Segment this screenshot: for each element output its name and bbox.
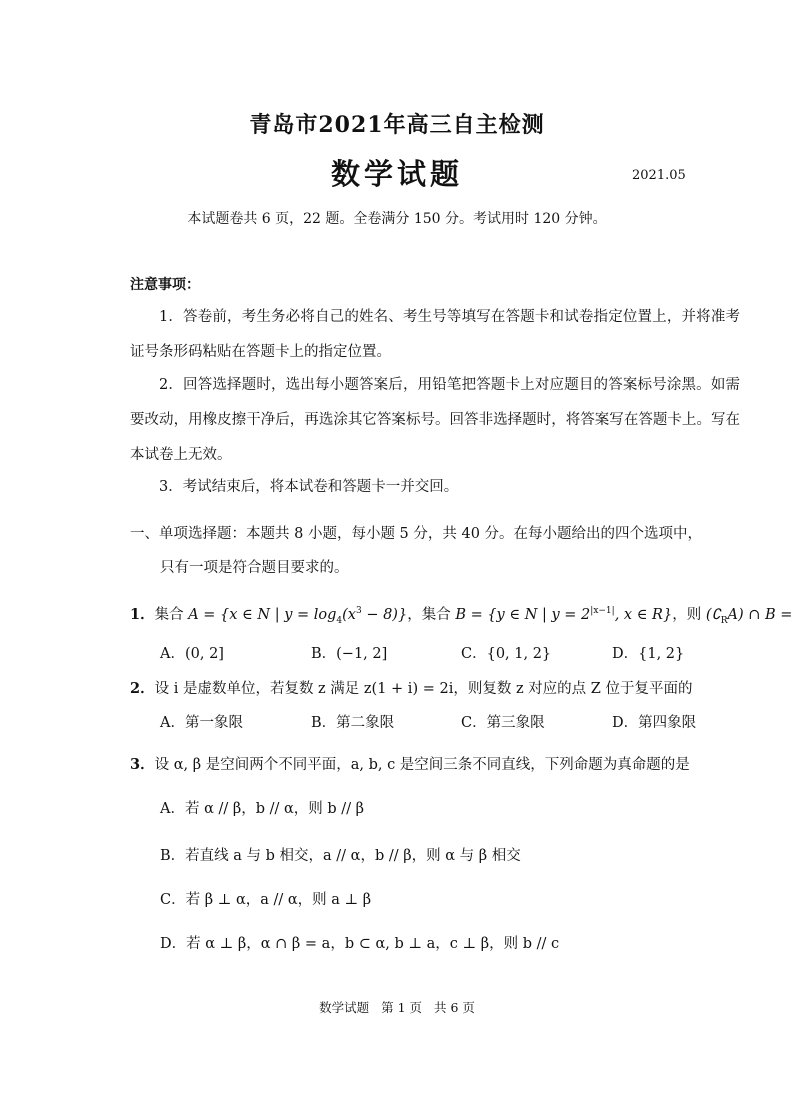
footer-page-number: 第 1 页 <box>381 1000 422 1015</box>
option-a: A．第一象限 <box>160 715 243 731</box>
question-text: ，集合 <box>407 607 456 623</box>
math-subscript: R <box>720 615 728 626</box>
option-c: C．第三象限 <box>461 715 545 731</box>
exam-title-line1: 青岛市2021年高三自主检测 <box>249 112 545 138</box>
math-superscript: |x−1| <box>590 606 615 617</box>
question-number: 3． <box>130 756 155 773</box>
option-d: D．第四象限 <box>612 715 697 731</box>
notice-heading: 注意事项： <box>130 277 200 293</box>
math-expr: A = {x ∈ N | y = log <box>188 607 337 623</box>
option-a: A．(0, 2] <box>160 646 224 662</box>
math-set-a <box>188 606 408 626</box>
option-b: B．若直线 a 与 b 相交，a // α，b // β，则 α 与 β 相交 <box>160 848 521 864</box>
option-c: C．{0, 1, 2} <box>461 646 552 662</box>
exam-date: 2021.05 <box>632 168 686 183</box>
question-2 <box>130 677 692 698</box>
option-d: D．若 α ⊥ β，α ∩ β = a，b ⊂ α, b ⊥ a，c ⊥ β，则 b // c <box>160 936 560 952</box>
math-result-expr <box>705 607 793 626</box>
math-expr: (x <box>342 607 356 623</box>
math-subscript: 4 <box>336 615 343 626</box>
question-number: 1． <box>130 606 155 623</box>
math-expr: , x ∈ R} <box>614 607 673 623</box>
option-c: C．若 β ⊥ α，a // α，则 a ⊥ β <box>160 892 372 908</box>
question-text: 集合 <box>154 607 189 623</box>
exam-intro: 本试题卷共 6 页，22 题。全卷满分 150 分。考试用时 120 分钟。 <box>187 211 607 227</box>
footer-total-pages: 共 6 页 <box>434 1000 475 1015</box>
notice-item-3: 3．考试结束后，将本试卷和答题卡一并交回。 <box>159 479 459 495</box>
exam-title-subject: 数学试题 <box>330 157 463 191</box>
math-expr: (∁ <box>705 607 721 623</box>
page-footer <box>0 998 794 1016</box>
question-1 <box>130 603 792 626</box>
math-expr: − 8)} <box>361 607 408 623</box>
question-text: 设 i 是虚数单位，若复数 z 满足 z(1 + i) = 2i，则复数 z 对应的点 Z 位于复平面的 <box>154 681 693 697</box>
section-heading: 一、单项选择题：本题共 8 小题，每小题 5 分，共 40 分。在每小题给出的四个选项中， <box>130 526 703 542</box>
math-superscript: 3 <box>355 606 362 617</box>
notice-item-2: 2．回答选择题时，选出每小题答案后，用铅笔把答题卡上对应题目的答案标号涂黑。如需要改动，用橡皮擦干净后，再选涂其它答案标号。回答非选择题时，将答案写在答题卡上。写在本试卷上无效。 <box>130 377 740 463</box>
option-b: B．(−1, 2] <box>311 646 388 662</box>
footer-subject: 数学试题 <box>319 1000 370 1015</box>
option-a: A．若 α // β，b // α，则 b // β <box>160 801 365 817</box>
question-number: 2． <box>130 680 155 697</box>
math-expr: A) ∩ B = <box>727 607 793 623</box>
question-text: 设 α, β 是空间两个不同平面，a, b, c 是空间三条不同直线，下列命题为真命题的是 <box>154 757 690 773</box>
notice-item-1: 1．答卷前，考生务必将自己的姓名、考生号等填写在答题卡和试卷指定位置上，并将准考证号条形码粘贴在答题卡上的指定位置。 <box>130 309 740 360</box>
option-b: B．第二象限 <box>311 715 395 731</box>
math-set-b <box>455 607 672 623</box>
question-text: ，则 <box>672 607 706 623</box>
question-3 <box>130 753 690 774</box>
section-heading-cont: 只有一项是符合题目要求的。 <box>160 560 349 576</box>
math-expr: B = {y ∈ N | y = 2 <box>455 607 591 623</box>
option-d: D．{1, 2} <box>612 646 685 662</box>
